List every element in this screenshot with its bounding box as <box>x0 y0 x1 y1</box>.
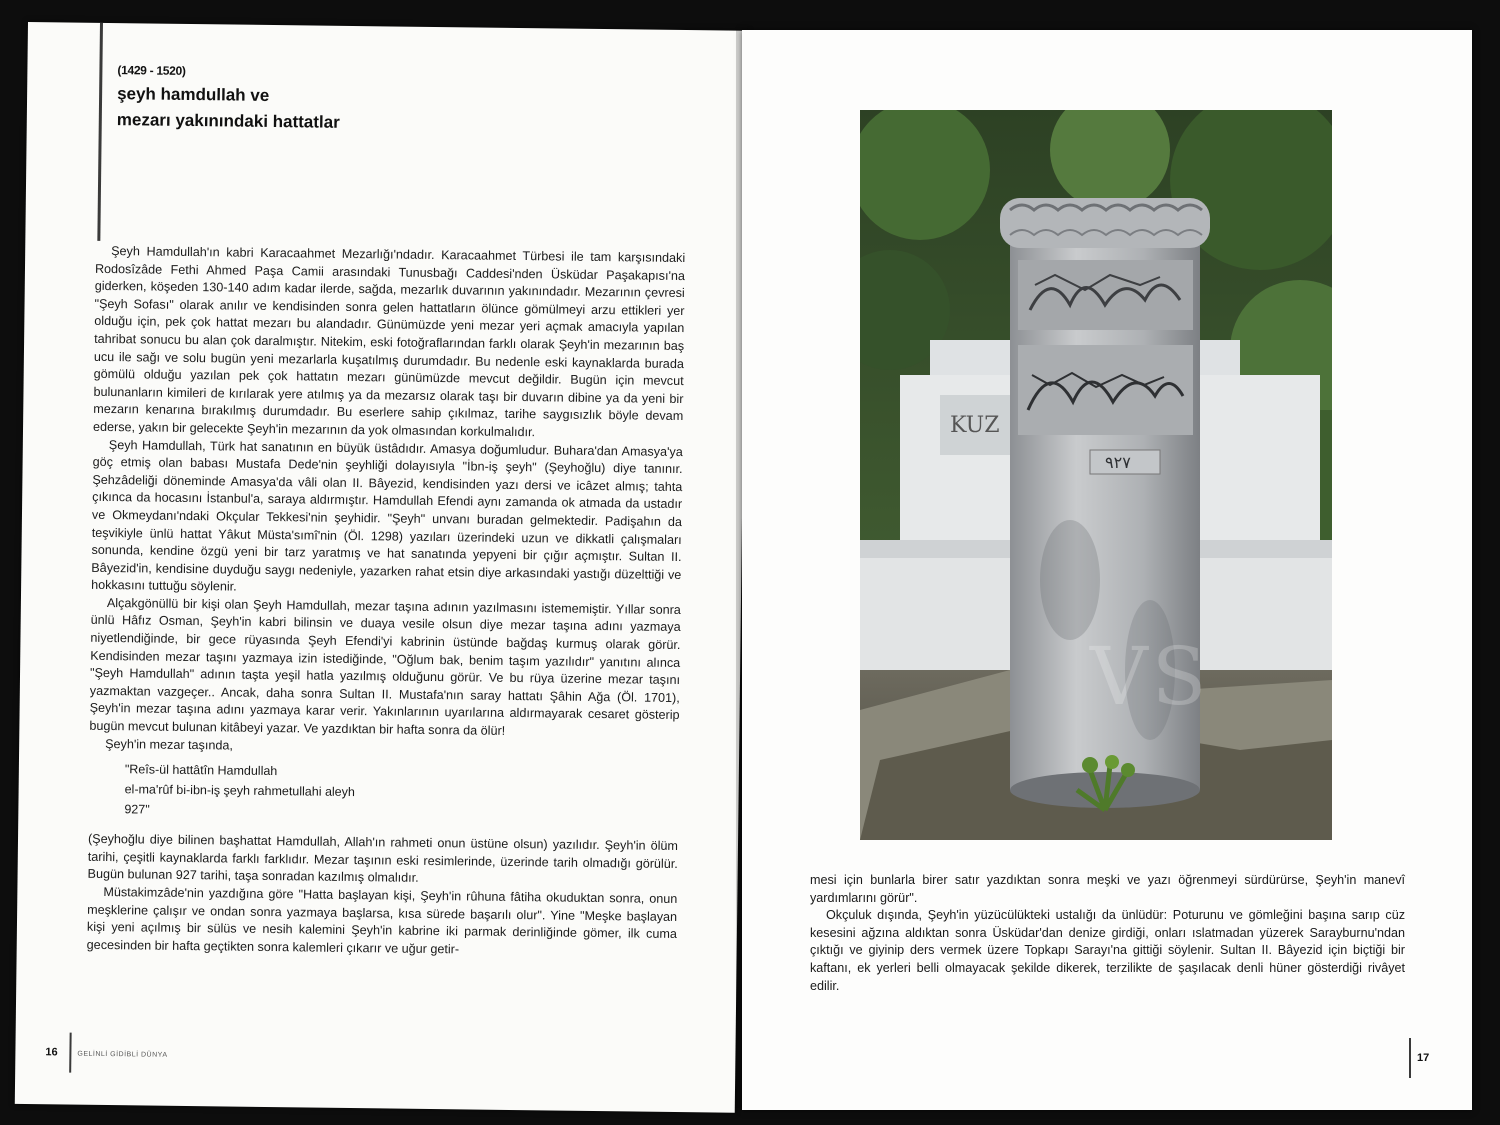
paragraph: (Şeyhoğlu diye bilinen başhattat Hamdullah, Allah'ın rahmeti onun üstüne olsun) yazılıdır. Şeyh'in ölüm tarihi, çeşitli kaynaklarda farklı farklıdır. Mezar taşının eski resimlerinde, üzerinde tarih olmadığı görülür. Bugün bulunan 927 tarihi, taşa sonradan kazılmış olmalıdır. <box>87 832 679 886</box>
left-body-text <box>87 243 686 962</box>
paragraph: mesi için bunlarla birer satır yazdıktan sonra meşki ve yazı öğrenmeyi sürdürürse, Şeyh'in manevî yardımlarını görür". <box>810 873 1405 905</box>
page-number-left: 16 <box>45 1046 58 1059</box>
right-page <box>742 30 1472 1110</box>
stone-date: ٩٢٧ <box>1105 453 1131 472</box>
paragraph: Şeyh'in mezar taşında, <box>105 736 233 753</box>
headstone-lettering: KUZ <box>950 413 1000 438</box>
chapter-years: (1429 - 1520) <box>117 63 186 78</box>
left-page <box>15 22 748 1113</box>
watermark: VS <box>1090 630 1211 723</box>
quote-line: 927" <box>124 802 150 817</box>
page-number-right: 17 <box>1417 1052 1430 1064</box>
paragraph: Şeyh Hamdullah, Türk hat sanatının en büyük üstâdıdır. Amasya doğumludur. Buhara'dan Amasya'ya göç etmiş olan babası Mustafa Dede'nin şeyhliği dolayısıyla "İbn-iş şeyh" (Şeyhoğlu) diye tanınır. Şehzâdeliği döneminde Amasya'da vâli olan II. Bâyezid, kendisinden yazı dersi ve icâzet almış; tahta çıkınca da hocasını İstanbul'a, saraya aldırmıştır. Hamdullah Efendi aynı zamanda ok atmada da ustadır ve Okmeydanı'ndaki Okçular Tekkesi'nin şeyhidir. "Şeyh" unvanı buradan gelmektedir. Padişahın da teşvikiyle ünlü hattat Yâkut Müsta'sımî'nin (Öl. 1298) yazıları üzerindeki uzun ve dikkatli çalışmaları sonunda, kendine özgü yeni bir tarz yaratmış ve hat sanatında yepyeni bir çığır açmıştır. Sultan II. Bâyezid'in, kendisine duyduğu saygı nedeniyle, yazarken rahat etsin diye arkasındaki yastığı düzelttiği ve hokkasını tuttuğu söylenir. <box>91 437 683 594</box>
chapter-title-line1: şeyh hamdullah ve <box>117 84 270 105</box>
quote-line: "Reîs-ül hattâtîn Hamdullah <box>124 762 278 779</box>
footer-rule <box>69 1033 71 1073</box>
running-head: GELİNLİ GİDİBLİ DÜNYA <box>77 1050 168 1059</box>
right-body-text <box>810 872 1405 995</box>
paragraph: Şeyh Hamdullah'ın kabri Karacaahmet Mezarlığı'ndadır. Karacaahmet Türbesi ile tam karşısındaki Rodosîzâde Fethi Ahmed Paşa Camii arasındaki Tunusbağı Caddesi'nden Üsküdar Paşakapısı'na giderken, köşeden 130-140 adım kadar ilerde, sağda, mezarlık duvarının yakınındadır. Mezarının çevresi "Şeyh Sofası" olarak anılır ve kendisinden sonra gelen hattatların ölünce gömülmeyi arzu ettikleri yer olduğu için, pek çok hattat mezarı bu alandadır. Günümüzde yeni mezar yeri açmak amacıyla yapılan tahribat sonucu bu alan çok daralmıştır. Nitekim, eski fotoğraflarından farklı olarak Şeyh'in mezarının baş ucu ile sağı ve solu bugün yeni mezarlarla kuşatılmış durumdadır. Bu nedenle eski kaynaklarda burada gömülü olduğu yazılan pek çok hattatın mezarı günümüzde mevcut değildir. Bugün için mevcut bulunanların kimileri de kırılarak yere atılmış ya da mezarsız olarak taşı bir duvarın dibine ya da yeni bir mezarın kenarına bırakılmış durumdadır. Bu eserlere sahip çıkılmaz, tarihe saygısızlık böyle devam ederse, yakın bir gelecekte Şeyh'in mezarının da yok olmasından korkulmalıdır. <box>92 244 686 440</box>
tombstone-photo-illustration <box>860 110 1332 840</box>
paragraph: Okçuluk dışında, Şeyh'in yüzücülükteki ustalığı da ünlüdür: Poturunu ve gömleğini başına sarıp cüz kesesini ağzına aldıktan sonra Üsküdar'dan denize girdiği, onları ıslatmadan yüzerek Sarayburnu'ndan çıktığı ve giyinip ders vermek üzere Topkapı Sarayı'na gittiği söylenir. Sultan II. Bâyezid için biçtiği bir kaftanı, ek yerleri belli olmayacak şekilde dikerek, terzilikte de şaşılacak denli hüner gösterdiği rivâyet edilir. <box>810 908 1405 993</box>
paragraph: Müstakimzâde'nin yazdığına göre "Hatta başlayan kişi, Şeyh'in rûhuna fâtiha okuduktan sonra, onun meşklerine çalışır ve ondan sonra yazmaya başlarsa, kısa sürede başarılı olur". Yine "Meşke başlayan kişi yeni açılmış bir sülüs ve nesih kalemini Şeyh'in kabrine iki parmak derinliğinde gömer, ilk cuma gecesinden bir hafta geçtikten sonra kalemleri çıkarır ve uğur getir- <box>86 884 678 957</box>
tombstone-quote <box>124 759 679 826</box>
chapter-title-line2: mezarı yakınındaki hattatlar <box>116 110 340 132</box>
tombstone-photo <box>860 110 1332 840</box>
quote-line: el-ma'rûf bi-ibn-iş şeyh rahmetullahi aleyh <box>124 782 355 800</box>
chapter-title <box>117 81 438 137</box>
paragraph: Alçakgönüllü bir kişi olan Şeyh Hamdullah, mezar taşına adının yazılmasını istememiştir. Yıllar sonra ünlü Hâfız Osman, Şeyh'in kabri bilinsin ve duaya vesile olsun diye mezar taşına adını yazmaya niyetlendiğinde, bir gece rüyasında Şeyh Efendi'yi kabrinin üstünde bağdaş kurmuş olarak görür. Kendisinden mezar taşını yazmaya izin istediğinde, "Oğlum bak, benim taşım yazılıdır" yanıtını alınca "Şeyh Hamdullah" adının taşta yeşil hatla yazılmış olduğunu görür. Ve bu rüya üzerine mezar taşını yazmaktan vazgeçer.. Ancak, daha sonra Sultan II. Mustafa'nın saray hattatı Şâhin Ağa (Öl. 1701), Şeyh'in mezar taşına adını yazmaya karar verir. Yakınlarının uyarılarına aldırmayarak cesaret gösterip bugün mevcut bulunan kitâbeyi yazar. Ve yazdıktan bir hafta sonra da ölür! <box>89 595 681 738</box>
footer-rule <box>1409 1038 1411 1078</box>
header-rule <box>97 23 103 241</box>
